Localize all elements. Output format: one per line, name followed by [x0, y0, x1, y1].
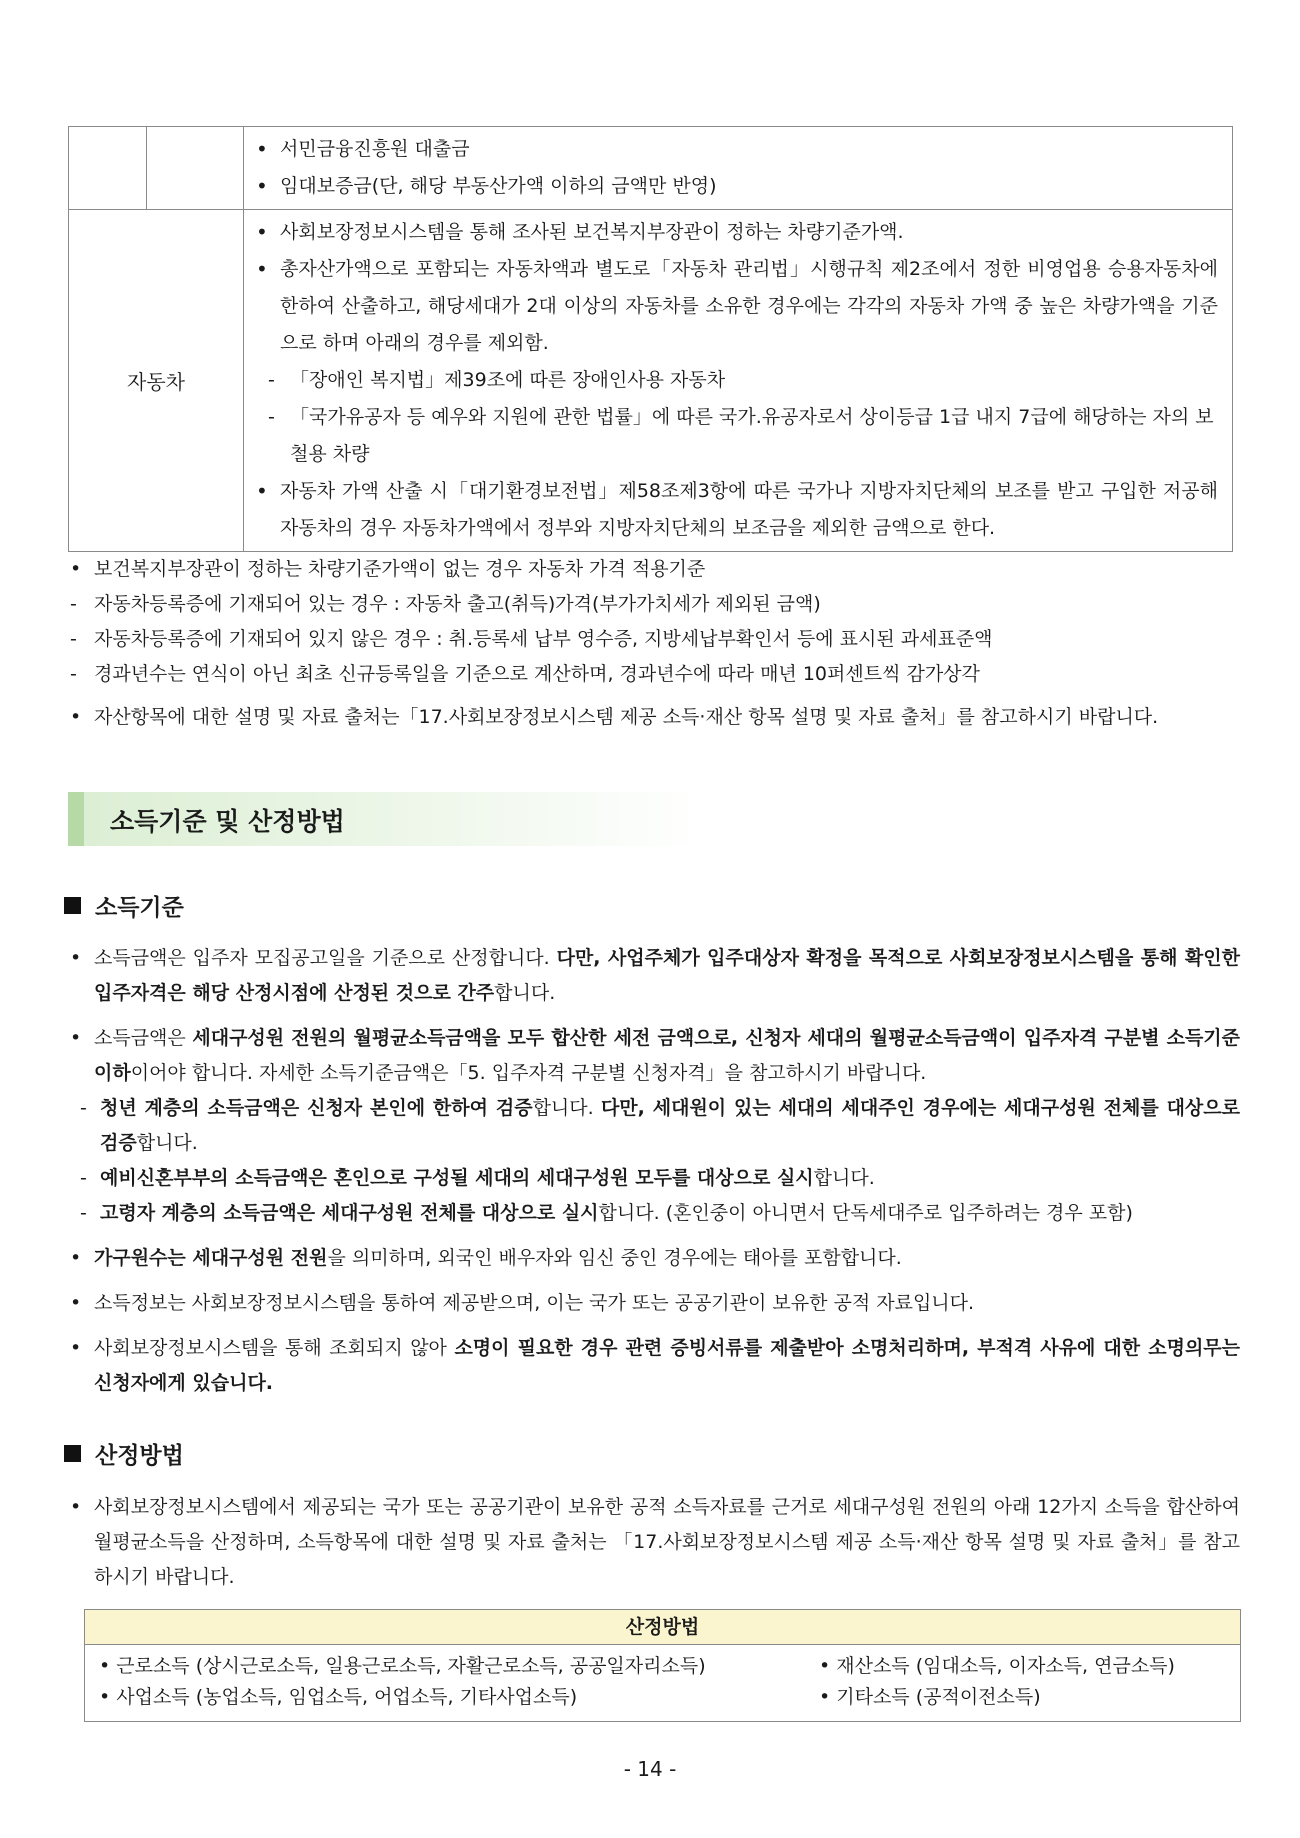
paragraph: • 소득정보는 사회보장정보시스템을 통하여 제공받으며, 이는 국가 또는 공공기관이 보유한 공적 자료입니다. — [70, 1292, 975, 1314]
paragraph: • 사회보장정보시스템에서 제공되는 국가 또는 공공기관이 보유한 공적 소득자료를 근거로 세대구성원 전원의 아래 12가지 소득을 합산하여 월평균소득을 산정하며, 소득항목에 대한 설명 및 자료 출처는 「17.사회보장정보시스템 제공 소득·재산 항목 설명 및 자료 출처」를 참고하시기 바랍니다. — [70, 1496, 1240, 1588]
vehicle-notes — [70, 552, 1240, 735]
list-item: • 기타소득 (공적이전소득) — [819, 1686, 1041, 1708]
banner-accent-bar — [68, 792, 84, 846]
paragraph: - 청년 계층의 소득금액은 신청자 본인에 한하여 검증합니다. 다만, 세대원이 있는 세대의 세대주인 경우에는 세대구성원 전체를 대상으로 검증합니다. — [80, 1097, 1240, 1154]
calculation-body — [70, 1490, 1240, 1595]
asset-table — [68, 126, 1233, 552]
paragraph: • 가구원수는 세대구성원 전원을 의미하며, 외국인 배우자와 임신 중인 경우에는 태아를 포함합니다. — [70, 1247, 902, 1269]
financial-cell — [244, 127, 1233, 210]
calculation-box-body — [85, 1645, 1240, 1721]
list-item: • 자동차 가액 산출 시「대기환경보전법」제58조제3항에 따른 국가나 지방자치단체의 보조를 받고 구입한 저공해자동차의 경우 자동차가액에서 정부와 지방자치단체의 보조금을 제외한 금액으로 한다. — [256, 479, 1218, 539]
note-item: • 보건복지부장관이 정하는 차량기준가액이 없는 경우 자동차 가격 적용기준 — [70, 558, 706, 580]
income-list-right — [819, 1651, 1175, 1713]
list-item: • 임대보증금(단, 해당 부동산가액 이하의 금액만 반영) — [256, 174, 717, 198]
table-row — [69, 210, 1233, 552]
square-bullet-icon — [64, 1445, 81, 1462]
list-item: - 「장애인 복지법」제39조에 따른 장애인사용 자동차 — [268, 369, 726, 391]
list-item: • 사업소득 (농업소득, 임업소득, 어업소득, 기타사업소득) — [99, 1686, 578, 1708]
note-item: - 자동차등록증에 기재되어 있지 않은 경우 : 취.등록세 납부 영수증, 지방세납부확인서 등에 표시된 과세표준액 — [70, 628, 993, 650]
income-list-left — [99, 1651, 819, 1713]
empty-cell — [147, 127, 244, 210]
note-item: - 자동차등록증에 기재되어 있는 경우 : 자동차 출고(취득)가격(부가가치세가 제외된 금액) — [70, 593, 821, 615]
page-number: - 14 - — [623, 1757, 677, 1781]
note-item: - 경과년수는 연식이 아닌 최초 신규등록일을 기준으로 계산하며, 경과년수에 따라 매년 10퍼센트씩 감가상각 — [70, 663, 980, 685]
note-item: • 자산항목에 대한 설명 및 자료 출처는「17.사회보장정보시스템 제공 소득·재산 항목 설명 및 자료 출처」를 참고하시기 바랍니다. — [70, 706, 1159, 728]
list-item: • 재산소득 (임대소득, 이자소득, 연금소득) — [819, 1655, 1175, 1677]
paragraph: • 사회보장정보시스템을 통해 조회되지 않아 소명이 필요한 경우 관련 증빙서류를 제출받아 소명처리하며, 부적격 사유에 대한 소명의무는 신청자에게 있습니다. — [70, 1337, 1240, 1394]
list-item: • 사회보장정보시스템을 통해 조사된 보건복지부장관이 정하는 차량기준가액. — [256, 220, 904, 244]
paragraph: • 소득금액은 세대구성원 전원의 월평균소득금액을 모두 합산한 세전 금액으로, 신청자 세대의 월평균소득금액이 입주자격 구분별 소득기준 이하이어야 합니다. 자세한 소득기준금액은「5. 입주자격 구분별 신청자격」을 참고하시기 바랍니다. — [70, 1027, 1241, 1084]
list-item: • 근로소득 (상시근로소득, 일용근로소득, 자활근로소득, 공공일자리소득) — [99, 1655, 706, 1677]
table-row — [69, 127, 1233, 210]
list-item: • 총자산가액으로 포함되는 자동차액과 별도로「자동차 관리법」시행규칙 제2조에서 정한 비영업용 승용자동차에 한하여 산출하고, 해당세대가 2대 이상의 자동차를 소유한 경우에는 각각의 자동차 가액 중 높은 차량가액을 기준으로 하며 아래의 경우를 제외함. — [256, 257, 1218, 354]
square-bullet-icon — [64, 897, 81, 914]
calculation-heading: 산정방법 — [64, 1437, 184, 1470]
section-banner — [68, 792, 704, 846]
section-title: 소득기준 및 산정방법 — [110, 807, 345, 836]
income-criteria-heading: 소득기준 — [64, 889, 184, 922]
list-item: - 「국가유공자 등 예우와 지원에 관한 법률」에 따른 국가.유공자로서 상이등급 1급 내지 7급에 해당하는 자의 보철용 차량 — [268, 406, 1214, 465]
paragraph: - 예비신혼부부의 소득금액은 혼인으로 구성될 세대의 세대구성원 모두를 대상으로 실시합니다. — [80, 1167, 875, 1189]
calculation-box-title: 산정방법 — [85, 1610, 1240, 1645]
paragraph: - 고령자 계층의 소득금액은 세대구성원 전체를 대상으로 실시합니다. (혼인중이 아니면서 단독세대주로 입주하려는 경우 포함) — [80, 1202, 1133, 1224]
empty-cell — [69, 127, 147, 210]
list-item: • 서민금융진흥원 대출금 — [256, 137, 470, 161]
vehicle-cell — [244, 210, 1233, 552]
calculation-box — [84, 1609, 1241, 1722]
paragraph: • 소득금액은 입주자 모집공고일을 기준으로 산정합니다. 다만, 사업주체가 입주대상자 확정을 목적으로 사회보장정보시스템을 통해 확인한 입주자격은 해당 산정시점에 산정된 것으로 간주합니다. — [70, 947, 1240, 1004]
income-criteria-body — [70, 941, 1240, 1401]
vehicle-label: 자동차 — [69, 210, 244, 552]
